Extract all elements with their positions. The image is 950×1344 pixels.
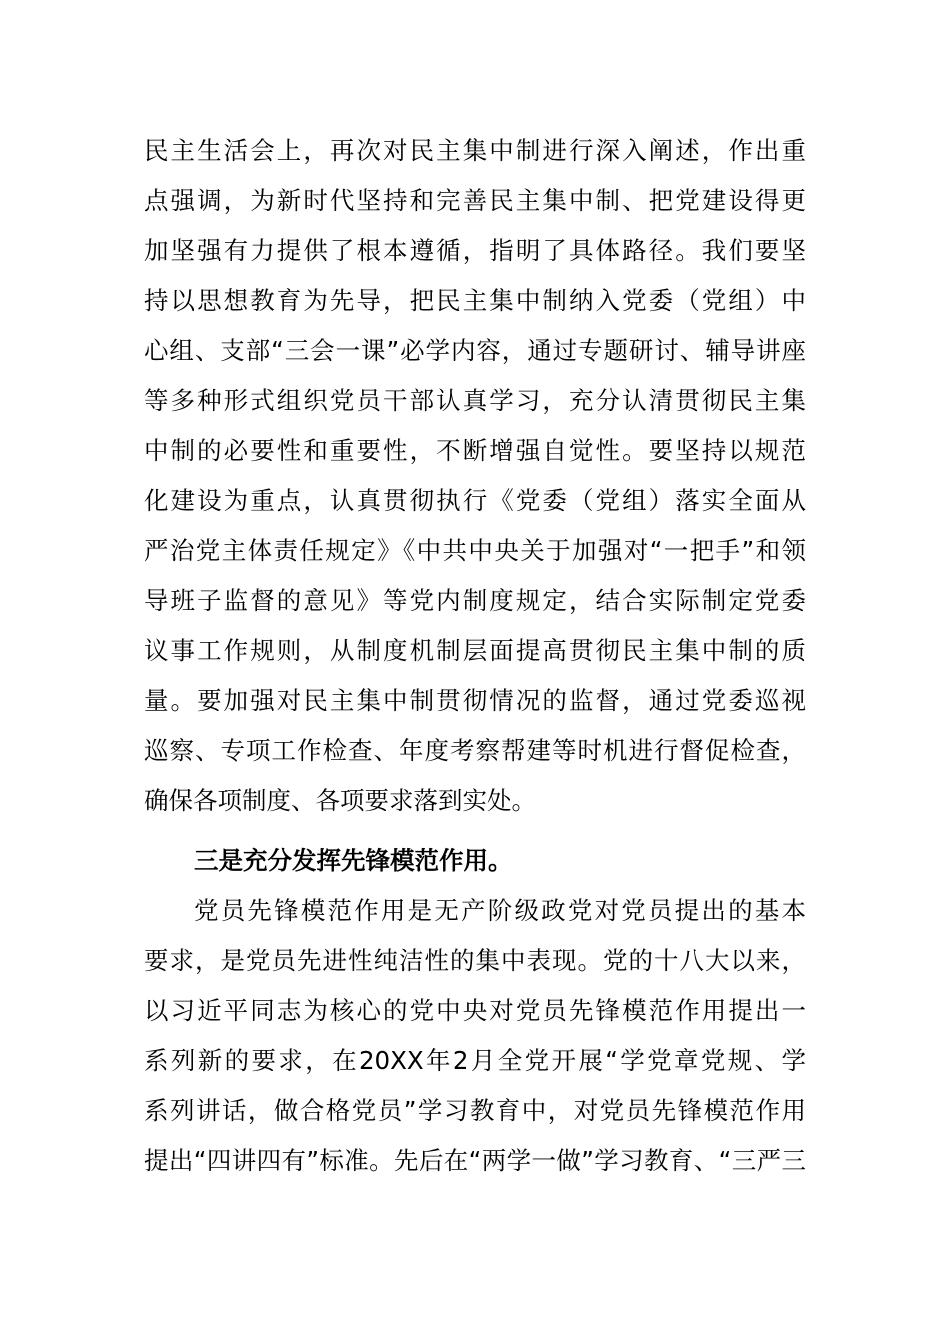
text-line: 中制的必要性和重要性，不断增强自觉性。要坚持以规范 — [144, 436, 806, 465]
text-line: 确保各项制度、各项要求落到实处。 — [144, 786, 536, 815]
text-line: 量。要加强对民主集中制贯彻情况的监督，通过党委巡视 — [144, 686, 806, 715]
text-line: 系列新的要求，在20XX年2月全党开展“学党章党规、学 — [144, 1046, 806, 1075]
text-line: 民主生活会上，再次对民主集中制进行深入阐述，作出重 — [144, 136, 806, 165]
text-line: 严治党主体责任规定》《中共中央关于加强对“一把手”和领 — [144, 536, 806, 565]
text-line: 以习近平同志为核心的党中央对党员先锋模范作用提出一 — [144, 996, 806, 1025]
text-line: 化建设为重点，认真贯彻执行《党委（党组）落实全面从 — [144, 486, 806, 515]
text-line: 党员先锋模范作用是无产阶级政党对党员提出的基本 — [194, 896, 806, 925]
text-line: 加坚强有力提供了根本遵循，指明了具体路径。我们要坚 — [144, 236, 806, 265]
text-line: 提出“四讲四有”标准。先后在“两学一做”学习教育、“三严三 — [144, 1146, 806, 1175]
text-line: 要求，是党员先进性纯洁性的集中表现。党的十八大以来， — [144, 946, 806, 975]
text-line: 点强调，为新时代坚持和完善民主集中制、把党建设得更 — [144, 186, 806, 215]
text-line: 持以思想教育为先导，把民主集中制纳入党委（党组）中 — [144, 286, 806, 315]
text-line: 导班子监督的意见》等党内制度规定，结合实际制定党委 — [144, 586, 806, 615]
text-line: 系列讲话，做合格党员”学习教育中，对党员先锋模范作用 — [144, 1096, 806, 1125]
body-paragraph-2 — [144, 886, 806, 1186]
section-heading-text: 三是充分发挥先锋模范作用。 — [194, 846, 513, 875]
body-paragraph-1 — [144, 126, 806, 826]
text-line: 巡察、专项工作检查、年度考察帮建等时机进行督促检查， — [144, 736, 806, 765]
text-line: 议事工作规则，从制度机制层面提高贯彻民主集中制的质 — [144, 636, 806, 665]
text-line: 心组、支部“三会一课”必学内容，通过专题研讨、辅导讲座 — [144, 336, 806, 365]
text-line: 等多种形式组织党员干部认真学习，充分认清贯彻民主集 — [144, 386, 806, 415]
section-heading — [144, 836, 806, 886]
